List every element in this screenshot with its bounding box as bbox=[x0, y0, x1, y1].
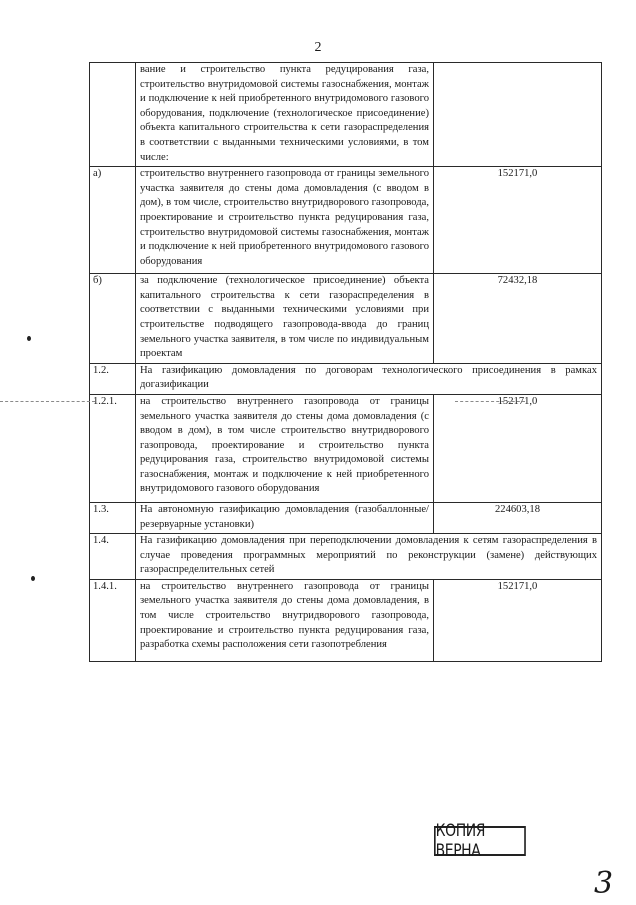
table-row bbox=[90, 274, 602, 364]
row-description: На газификацию домовладения по договорам технологического присоединения в рамках догазификации bbox=[136, 363, 602, 394]
punch-hole-mark bbox=[27, 336, 31, 341]
row-value: 152171,0 bbox=[434, 394, 602, 502]
scan-artifact-line bbox=[0, 401, 95, 402]
table-row bbox=[90, 534, 602, 580]
row-number bbox=[90, 63, 136, 167]
row-number: 1.2.1. bbox=[90, 394, 136, 502]
row-value: 152171,0 bbox=[434, 579, 602, 661]
row-number: 1.2. bbox=[90, 363, 136, 394]
row-description: вание и строительство пункта редуцирования газа, строительство внутридомовой системы газоснабжения, монтаж и подключение к ней приобретенного внутридомового газового оборудования, подключение (технологическое присоединение) объекта капитального строительства к сети газораспределения в соответствии с выданными техническими условиями, в том числе: bbox=[136, 63, 434, 167]
row-description: На автономную газификацию домовладения (газобаллонные/резервуарные установки) bbox=[136, 502, 434, 533]
scan-artifact-line bbox=[455, 401, 525, 402]
table-row bbox=[90, 394, 602, 502]
row-value: 72432,18 bbox=[434, 274, 602, 364]
row-description: на строительство внутреннего газопровода от границы земельного участка заявителя до стены дома домовладения, в том числе строительство внутридворового газопровода, проектирование и строительство пункта редуцирования газа, разработка схемы расположения сети газопотребления bbox=[136, 579, 434, 661]
row-value bbox=[434, 63, 602, 167]
table-row bbox=[90, 167, 602, 274]
table-row bbox=[90, 363, 602, 394]
row-description: строительство внутреннего газопровода от границы земельного участка заявителя до стены дома домовладения (с вводом в дом), в том числе, строительство внутридворового газопровода, проектирование и строительство пункта редуцирования газа, строительство внутридомовой системы газоснабжения, монтаж и подключение к ней приобретенного внутридомового газового оборудования bbox=[136, 167, 434, 274]
row-description: На газификацию домовладения при переподключении домовладения к сетям газораспределения в случае проведения программных мероприятий по реконструкции (замене) действующих газораспределительных сетей bbox=[136, 534, 602, 580]
row-number: 1.4.1. bbox=[90, 579, 136, 661]
row-description: за подключение (технологическое присоединение) объекта капитального строительства к сети газораспределения в соответствии с выданными техническими условиями при строительстве подводящего газопровода-ввода до границ земельного участка заявителя, в том числе по индивидуальным проектам bbox=[136, 274, 434, 364]
row-number: 1.4. bbox=[90, 534, 136, 580]
row-value: 224603,18 bbox=[434, 502, 602, 533]
page-number: 2 bbox=[314, 40, 322, 55]
row-number: а) bbox=[90, 167, 136, 274]
row-value: 152171,0 bbox=[434, 167, 602, 274]
row-description: на строительство внутреннего газопровода от границы земельного участка заявителя до стены дома домовладения (с вводом в дом), в том числе строительство внутридворового газопровода, проектирование и строительство пункта редуцирования газа, строительство внутридомовой системы газоснабжения, монтаж и подключение к ней приобретенного внутридомового газового оборудования bbox=[136, 394, 434, 502]
row-number: б) bbox=[90, 274, 136, 364]
handwritten-page-number: 3 bbox=[594, 866, 614, 901]
table-row bbox=[90, 63, 602, 167]
punch-hole-mark bbox=[31, 576, 35, 581]
tariff-table bbox=[89, 62, 602, 662]
copy-certified-stamp: КОПИЯ ВЕРНА bbox=[434, 826, 526, 856]
table-row bbox=[90, 579, 602, 661]
table-row bbox=[90, 502, 602, 533]
row-number: 1.3. bbox=[90, 502, 136, 533]
